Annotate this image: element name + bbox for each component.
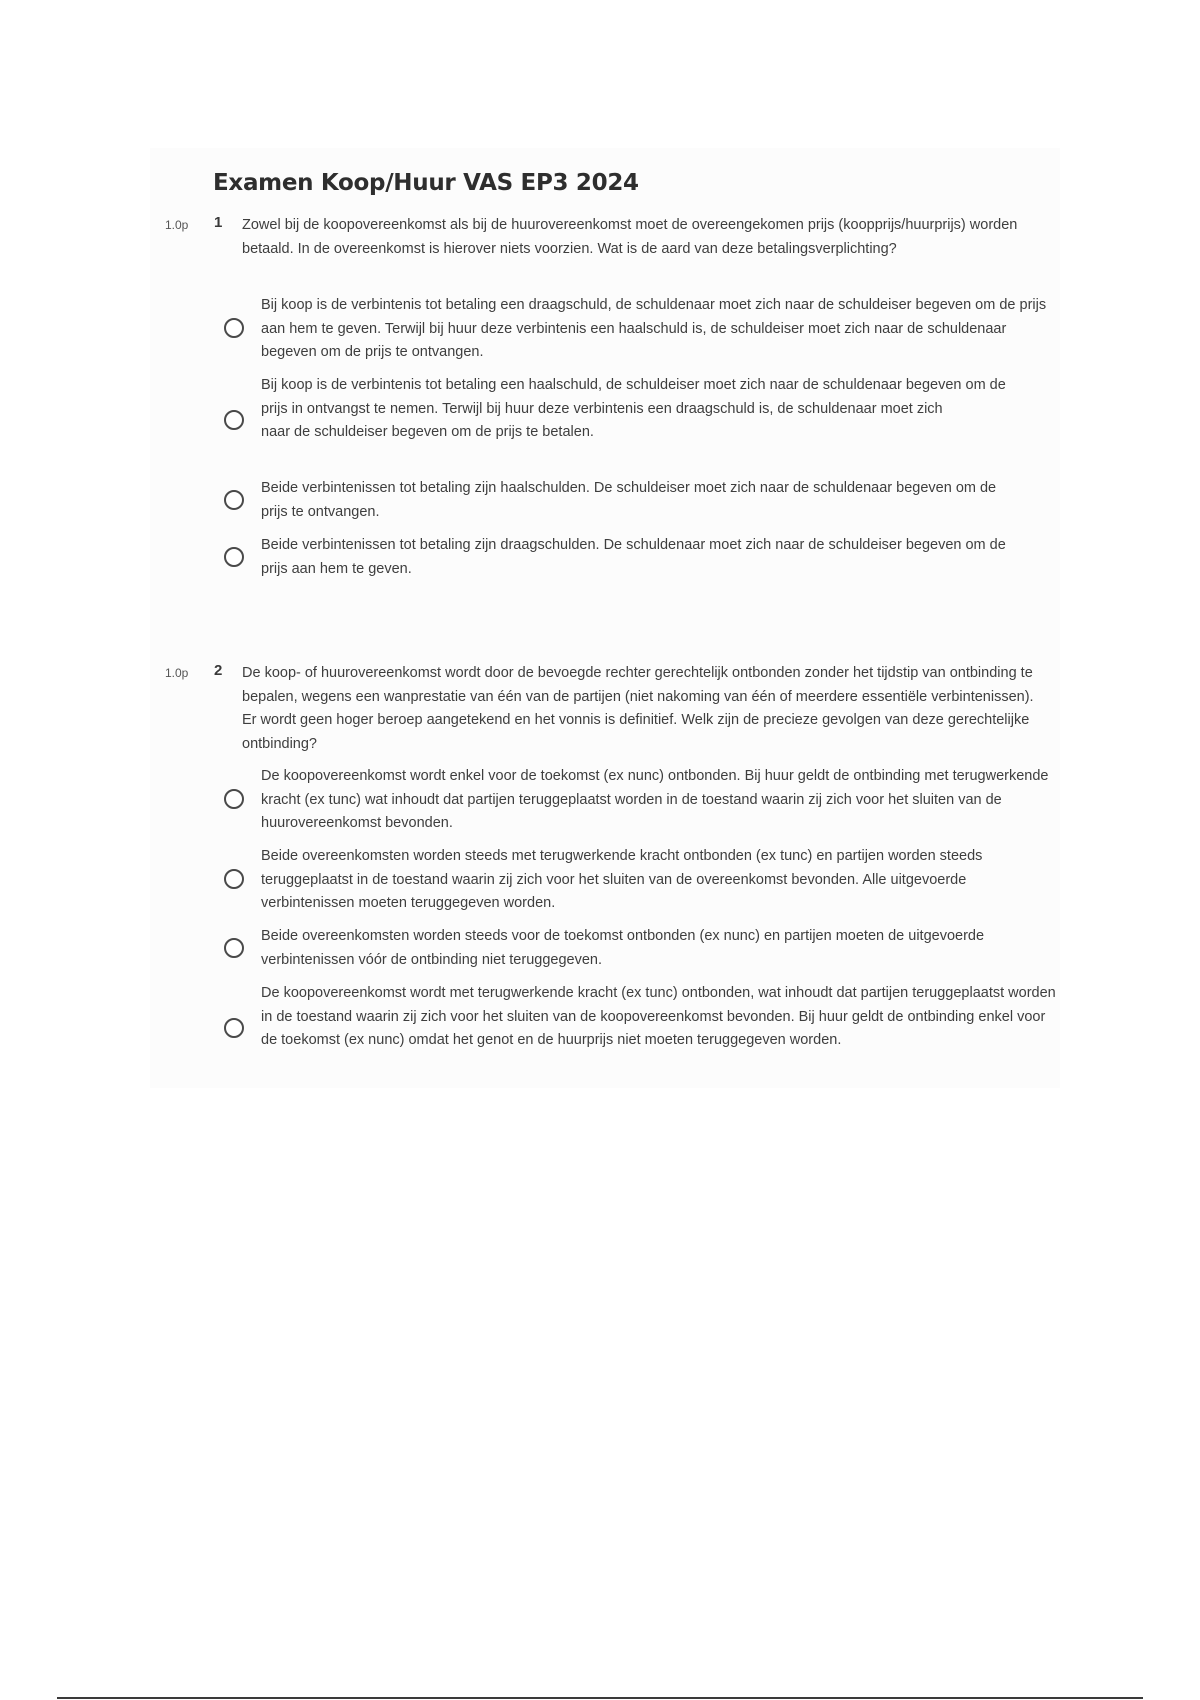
radio-button[interactable] <box>224 1018 244 1038</box>
answer-option-text: Beide overeenkomsten worden steeds voor de toekomst ontbonden (ex nunc) en partijen moeten de uitgevoerde verbintenissen vóór de ontbinding niet teruggegeven. <box>261 928 985 968</box>
radio-button[interactable] <box>224 938 244 958</box>
answer-option-text: De koopovereenkomst wordt enkel voor de toekomst (ex nunc) ontbonden. Bij huur geldt de ontbinding met terugwerkende kracht (ex tunc) wat inhoudt dat partijen teruggeplaatst worden in de toestand waarin zij zich voor het sluiten van de huurovereenkomst bevonden. <box>261 768 1049 831</box>
question-number: 1 <box>214 214 223 231</box>
radio-button[interactable] <box>224 490 244 510</box>
footer-divider <box>57 1697 1143 1699</box>
answer-option-text: Beide verbintenissen tot betaling zijn haalschulden. De schuldeiser moet zich naar de schuldenaar begeven om de prijs te ontvangen. <box>261 480 997 520</box>
question-text: De koop- of huurovereenkomst wordt door de bevoegde rechter gerechtelijk ontbonden zonder het tijdstip van ontbinding te bepalen, wegens een wanprestatie van één van de partijen (niet nakoming van één of meerdere essentiële verbintenissen). Er wordt geen hoger beroep aangetekend en het vonnis is definitief. Welk zijn de precieze gevolgen van deze gerechtelijke ontbinding? <box>242 665 1034 752</box>
answer-option-text: Beide verbintenissen tot betaling zijn draagschulden. De schuldenaar moet zich naar de schuldeiser begeven om de prijs aan hem te geven. <box>261 537 1006 577</box>
answer-option-text: De koopovereenkomst wordt met terugwerkende kracht (ex tunc) ontbonden, wat inhoudt dat partijen teruggeplaatst worden in de toestand waarin zij zich voor het sluiten van de koopovereenkomst bevonden. Bij huur geldt de ontbinding enkel voor de toekomst (ex nunc) omdat het genot en de huurprijs niet moeten teruggegeven worden. <box>261 985 1056 1048</box>
answer-option-text: Bij koop is de verbintenis tot betaling een haalschuld, de schuldeiser moet zich naar de schuldenaar begeven om de prijs in ontvangst te nemen. Terwijl bij huur deze verbintenis een draagschuld is, de schuldenaar moet zich naar de schuldeiser begeven om de prijs te betalen. <box>261 377 1006 440</box>
radio-button[interactable] <box>224 547 244 567</box>
radio-button[interactable] <box>224 789 244 809</box>
radio-button[interactable] <box>224 318 244 338</box>
question-number: 2 <box>214 662 223 679</box>
answer-option-text: Beide overeenkomsten worden steeds met terugwerkende kracht ontbonden (ex tunc) en partijen worden steeds teruggeplaatst in de toestand waarin zij zich voor het sluiten van de overeenkomst bevonden. Alle uitgevoerde verbintenissen moeten teruggegeven worden. <box>261 848 983 911</box>
radio-button[interactable] <box>224 869 244 889</box>
question-points: 1.0p <box>165 218 189 232</box>
radio-button[interactable] <box>224 410 244 430</box>
question-points: 1.0p <box>165 666 189 680</box>
exam-title: Examen Koop/Huur VAS EP3 2024 <box>213 170 639 196</box>
answer-option-text: Bij koop is de verbintenis tot betaling een draagschuld, de schuldenaar moet zich naar de schuldeiser begeven om de prijs aan hem te geven. Terwijl bij huur deze verbintenis een haalschuld is, de schuldeiser moet zich naar de schuldenaar begeven om de prijs te ontvangen. <box>261 297 1047 360</box>
question-text: Zowel bij de koopovereenkomst als bij de huurovereenkomst moet de overeengekomen prijs (koopprijs/huurprijs) worden betaald. In de overeenkomst is hierover niets voorzien. Wat is de aard van deze betalingsverplichting? <box>242 217 1018 257</box>
